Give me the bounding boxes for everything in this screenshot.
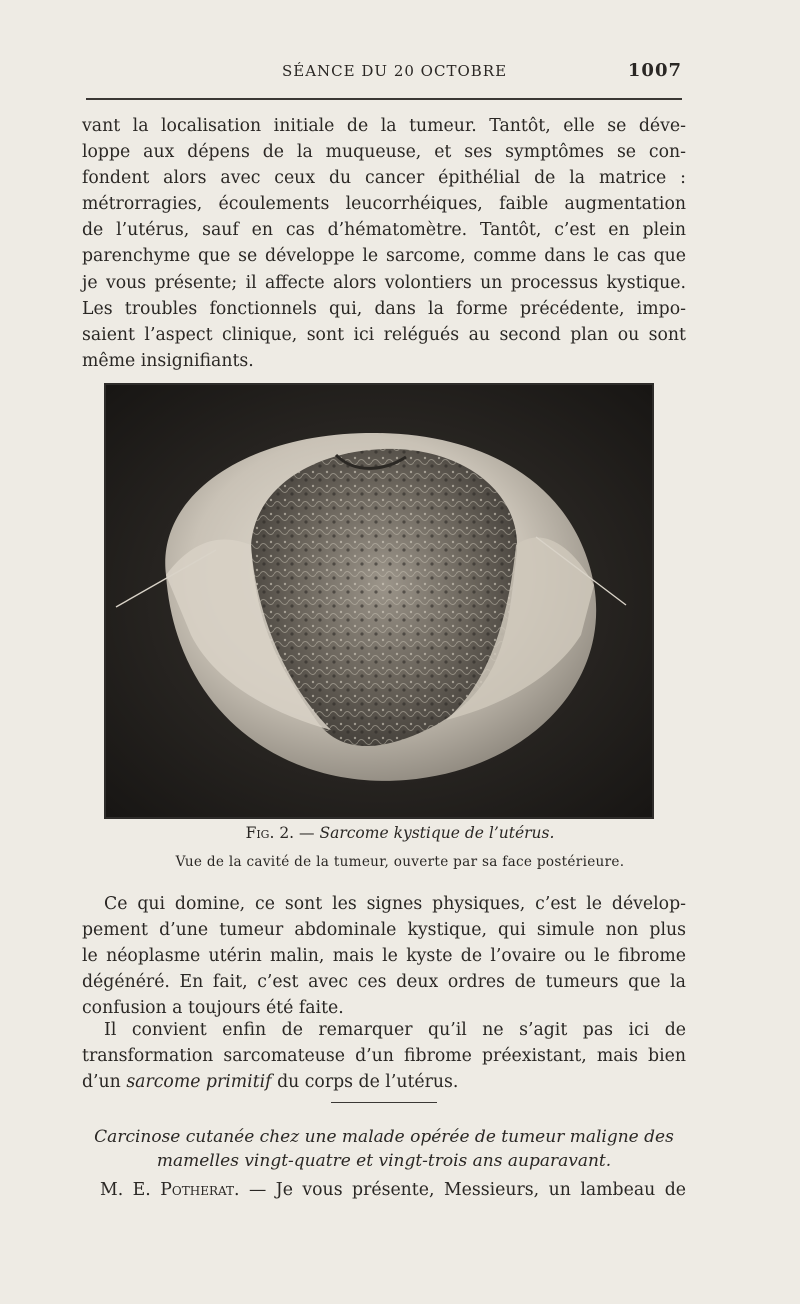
- text-line: je vous présente; il affecte alors volontiers un processus kystique.: [82, 272, 686, 293]
- text-line: saient l’aspect clinique, sont ici relégués au second plan ou sont: [82, 324, 686, 345]
- final-dash: —: [249, 1180, 267, 1200]
- text-line: fondent alors avec ceux du cancer épithélial de la matrice :: [82, 168, 686, 189]
- text-line: vant la localisation initiale de la tumeur. Tantôt, elle se déve-: [82, 116, 686, 136]
- paragraph-3: [82, 1017, 686, 1095]
- figure-subcaption: Vue de la cavité de la tumeur, ouverte par sa face postérieure.: [175, 854, 625, 870]
- text-span: du corps de l’utérus.: [271, 1072, 459, 1093]
- figure-label: Fig. 2.: [245, 824, 295, 842]
- text-line: confusion a toujours été faite.: [82, 998, 344, 1019]
- header-rule: [86, 98, 682, 100]
- final-text: Je vous présente, Messieurs, un lambeau de: [275, 1180, 687, 1200]
- section-separator: [331, 1102, 437, 1103]
- text-line: [82, 1069, 686, 1095]
- text-line: Il convient enfin de remarquer qu’il ne s’agit pas ici de: [104, 1020, 686, 1040]
- running-title: SÉANCE DU 20 OCTOBRE: [282, 62, 508, 80]
- tumor-photo-illustration: [106, 385, 652, 817]
- text-line: métrorragies, écoulements leucorrhéiques, faible augmentation: [82, 194, 686, 215]
- page-number: 1007: [627, 60, 682, 81]
- paragraph-2: [82, 891, 686, 1021]
- author-initials: M. E.: [100, 1180, 151, 1200]
- text-line: Les troubles fonctionnels qui, dans la forme précédente, impo-: [82, 298, 686, 319]
- italic-term: sarcome primitif: [126, 1072, 272, 1093]
- text-line: loppe aux dépens de la muqueuse, et ses symptômes se con-: [82, 142, 686, 163]
- author-name: Potherat.: [160, 1180, 240, 1200]
- figure-photograph: [104, 383, 654, 819]
- text-line: dégénéré. En fait, c’est avec ces deux ordres de tumeurs que la: [82, 972, 686, 993]
- section-title-line: mamelles vingt-quatre et vingt-trois ans auparavant.: [156, 1151, 612, 1171]
- text-line: pement d’une tumeur abdominale kystique, qui simule non plus: [82, 920, 686, 941]
- text-line: transformation sarcomateuse d’un fibrome préexistant, mais bien: [82, 1046, 686, 1067]
- running-header: [86, 60, 682, 84]
- text-line: de l’utérus, sauf en cas d’hématomètre. Tantôt, c’est en plein: [82, 220, 686, 241]
- text-line: parenchyme que se développe le sarcome, comme dans le cas que: [82, 246, 686, 267]
- figure-caption: [0, 824, 800, 842]
- section-title-line: Carcinose cutanée chez une malade opérée de tumeur maligne des: [94, 1127, 674, 1147]
- text-line: Ce qui domine, ce sont les signes physiques, c’est le dévelop-: [104, 894, 686, 914]
- caption-dash: —: [299, 824, 315, 842]
- figure-title: Sarcome kystique de l’utérus.: [319, 824, 555, 842]
- paragraph-1: [82, 113, 686, 374]
- text-span: d’un: [82, 1072, 127, 1093]
- final-line: [100, 1180, 686, 1200]
- text-line: même insignifiants.: [82, 350, 254, 371]
- text-line: le néoplasme utérin malin, mais le kyste de l’ovaire ou le fibrome: [82, 946, 686, 967]
- section-title: [82, 1125, 686, 1173]
